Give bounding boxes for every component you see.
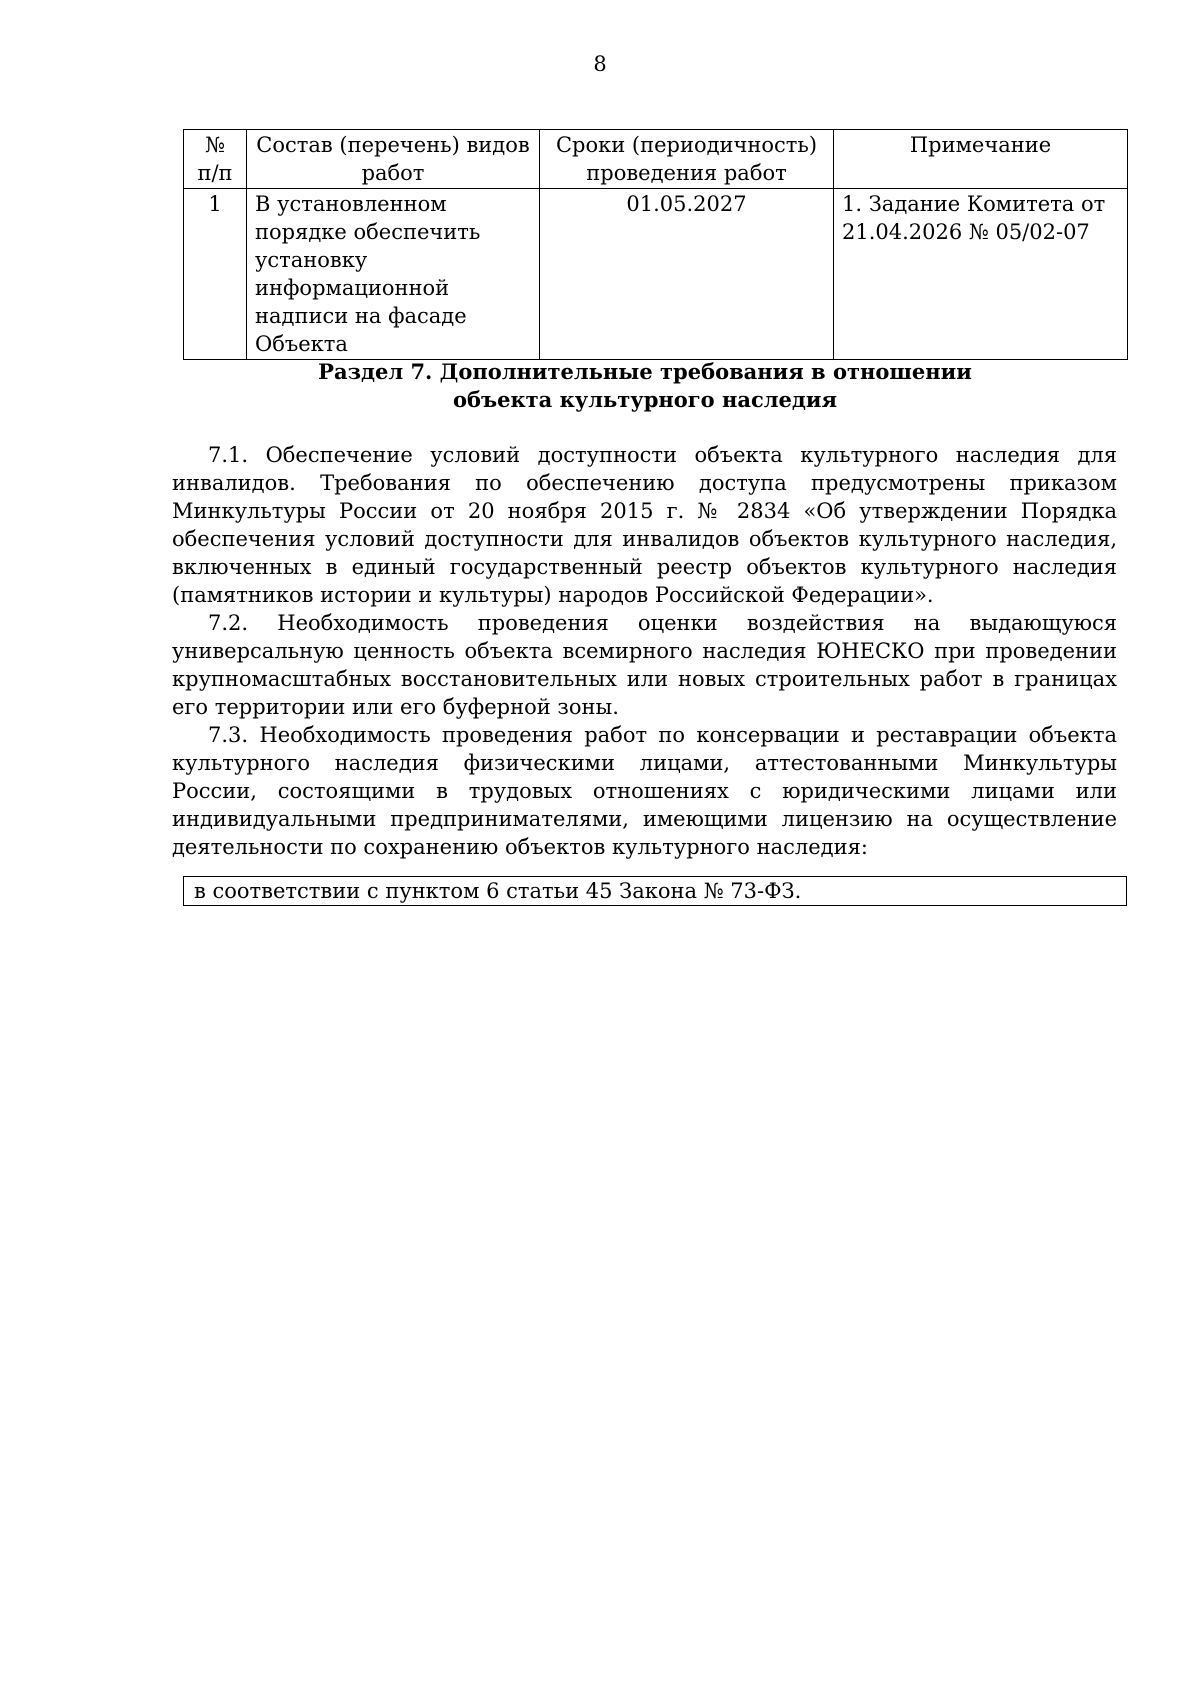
paragraph-7-1: 7.1. Обеспечение условий доступности объекта культурного наследия для инвалидов. Требования по обеспечению доступа предусмотрены приказом Минкультуры России от 20 ноября 2015 г. № 2834 «Об утверждении Порядка обеспечения условий доступности для инвалидов объектов культурного наследия, включенных в единый государственный реестр объектов культурного наследия (памятников истории и культуры) народов Российской Федерации». [172, 443, 1117, 607]
section-body [172, 441, 1117, 861]
paragraph-7-3: 7.3. Необходимость проведения работ по консервации и реставрации объекта культурного наследия физическими лицами, аттестованными Минкультуры России, состоящими в трудовых отношениях с юридическими лицами или индивидуальными предпринимателями, имеющими лицензию на осуществление деятельности по сохранению объектов культурного наследия: [172, 723, 1117, 859]
row-note: 1. Задание Комитета от 21.04.2026 № 05/02-07 [834, 189, 1128, 360]
section-title [175, 358, 1115, 414]
boxed-note: в соответствии с пунктом 6 статьи 45 Закона № 73-ФЗ. [183, 876, 1127, 906]
table-row [184, 189, 1128, 360]
row-deadline: 01.05.2027 [540, 189, 834, 360]
page-number: 8 [593, 52, 607, 76]
header-note: Примечание [834, 130, 1128, 189]
table-header-row [184, 130, 1128, 189]
paragraph-7-2: 7.2. Необходимость проведения оценки воздействия на выдающуюся универсальную ценность объекта всемирного наследия ЮНЕСКО при проведении крупномасштабных восстановительных или новых строительных работ в границах его территории или его буферной зоны. [172, 611, 1117, 719]
header-number: № п/п [184, 130, 247, 189]
header-composition: Состав (перечень) видов работ [247, 130, 540, 189]
section-title-line2: объекта культурного наследия [453, 387, 837, 412]
row-composition: В установленном порядке обеспечить установку информационной надписи на фасаде Объекта [247, 189, 540, 360]
header-deadline: Сроки (периодичность) проведения работ [540, 130, 834, 189]
section-title-line1: Раздел 7. Дополнительные требования в отношении [318, 359, 972, 384]
row-number: 1 [184, 189, 247, 360]
works-table [183, 129, 1128, 360]
